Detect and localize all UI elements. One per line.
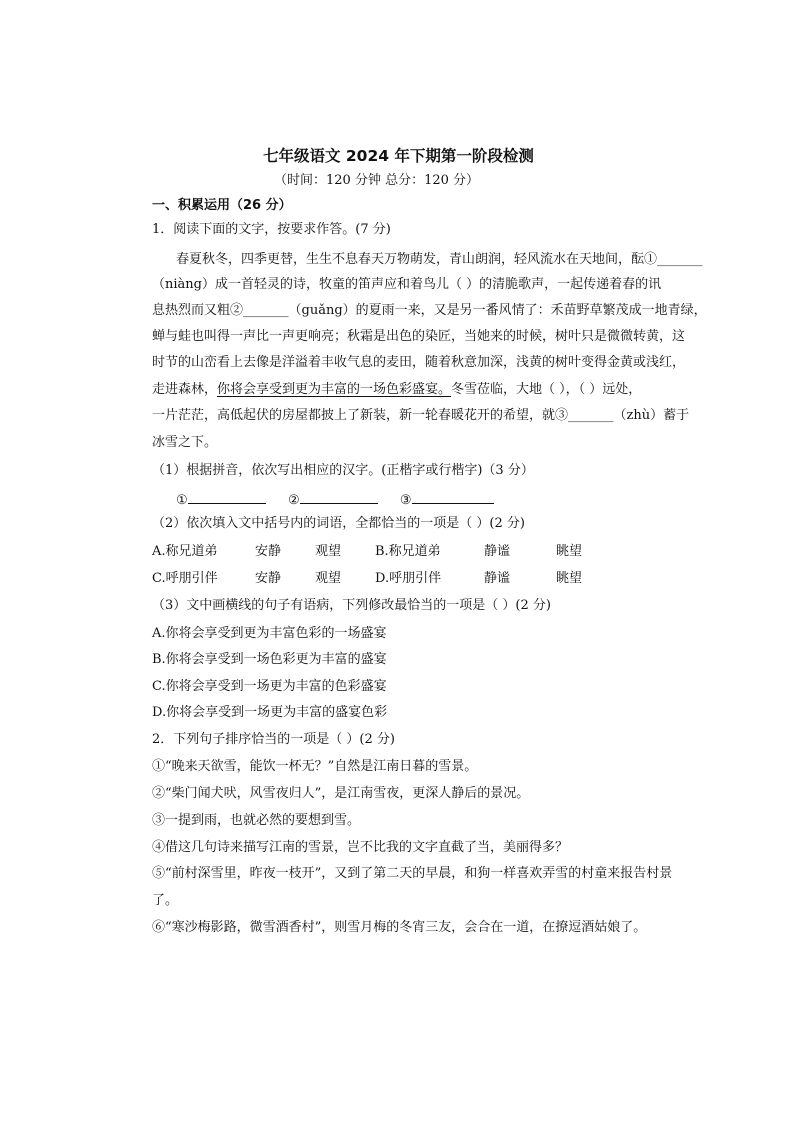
option-a: A.你将会享受到更为丰富色彩的一场盛宴: [152, 626, 387, 641]
option-c: C.你将会享受到一场更为丰富的色彩盛宴: [152, 679, 387, 694]
option-d-word: 眺望: [556, 571, 583, 586]
passage-text: 走进森林，: [152, 382, 218, 397]
sentence-item: ①“晚来天欲雪，能饮一杯无？”自然是江南日暮的雪景。: [152, 759, 478, 774]
answer-blank-2[interactable]: [300, 491, 378, 504]
question-1-stem: 1．阅读下面的文字，按要求作答。(7 分): [152, 222, 391, 237]
sentence-item-continuation: 了。: [152, 893, 179, 908]
passage-line: 息热烈而又粗②_______（guǎng）的夏雨一来，又是另一番风情了：禾苗野草繁茂成一地青绿，: [152, 303, 707, 318]
sentence-item: ⑥“寒沙梅影路，微雪酒香村”，则雪月梅的冬宵三友，会合在一道，在撩逗酒姑娘了。: [152, 920, 647, 935]
sentence-item: ②“柴门闻犬吠，风雪夜归人”，是江南雪夜，更深人静后的景况。: [152, 786, 530, 801]
passage-line: 蝉与蛙也叫得一声比一声更响亮；秋霜是出色的染匠，当她来的时候，树叶只是微微转黄，这: [152, 329, 686, 344]
sub-question-2: （2）依次填入文中括号内的词语，全都恰当的一项是（ ）(2 分): [152, 516, 525, 531]
section-heading: 一、积累运用（26 分）: [152, 198, 292, 213]
passage-text: 冬雪莅临，大地（ ），（ ）远处，: [451, 382, 642, 397]
option-b-label: B.称兄道弟: [375, 544, 441, 559]
sentence-item: ⑤“前村深雪里，昨夜一枝开”，又到了第二天的早晨，和狗一样喜欢弄雪的村童来报告村景: [152, 866, 673, 881]
option-d-word: 静谧: [484, 571, 511, 586]
sub-question-3: （3）文中画横线的句子有语病，下列修改最恰当的一项是（ ）(2 分): [152, 598, 551, 613]
option-b-word: 静谧: [484, 544, 511, 559]
passage-line: 一片茫茫，高低起伏的房屋都披上了新装，新一轮春暖花开的希望，就③_______（zhù）蓄于: [152, 408, 690, 423]
sentence-item: ④借这几句诗来描写江南的雪景，岂不比我的文字直截了当，美丽得多？: [152, 840, 569, 855]
page-title: 七年级语文 2024 年下期第一阶段检测: [263, 147, 534, 165]
sub-question-1: （1）根据拼音，依次写出相应的汉字。(正楷字或行楷字)（3 分）: [152, 463, 534, 478]
option-b-word: 眺望: [556, 544, 583, 559]
passage-line: （niàng）成一首轻灵的诗，牧童的笛声应和着鸟儿（ ）的清脆歌声，一起传递着春的讯: [152, 277, 662, 292]
option-a-word: 安静: [255, 544, 282, 559]
option-c-label: C.呼朋引伴: [152, 571, 218, 586]
page-subtitle: （时间：120 分钟 总分：120 分）: [274, 173, 480, 188]
answer-blank-3[interactable]: [412, 491, 494, 504]
passage-line: 春夏秋冬，四季更替，生生不息春天万物萌发，青山朗润，轻风流水在天地间，酝①_______: [176, 252, 703, 267]
passage-line: 冰雪之下。: [152, 435, 218, 450]
answer-blanks-row: [176, 491, 494, 509]
blank-marker: ②: [287, 493, 300, 508]
option-d: D.你将会享受到一场更为丰富的盛宴色彩: [152, 705, 388, 720]
option-c-word: 安静: [255, 571, 282, 586]
question-2-stem: 2．下列句子排序恰当的一项是（ ）(2 分): [152, 732, 395, 747]
blank-marker: ③: [399, 493, 412, 508]
passage-line: [152, 382, 641, 398]
blank-marker: ①: [176, 493, 188, 508]
answer-blank-1[interactable]: [188, 491, 266, 504]
option-c-word: 观望: [315, 571, 342, 586]
option-b: B.你将会享受到一场色彩更为丰富的盛宴: [152, 652, 387, 667]
option-a-word: 观望: [315, 544, 342, 559]
underlined-sentence: 你将会享受到更为丰富的一场色彩盛宴。: [217, 382, 452, 397]
passage-line: 时节的山峦看上去像是洋溢着丰收气息的麦田，随着秋意加深，浅黄的树叶变得金黄或浅红，: [152, 355, 686, 370]
option-d-label: D.呼朋引伴: [375, 571, 442, 586]
option-a-label: A.称兄道弟: [152, 544, 218, 559]
sentence-item: ③一提到雨，也就必然的要想到雪。: [152, 813, 361, 828]
